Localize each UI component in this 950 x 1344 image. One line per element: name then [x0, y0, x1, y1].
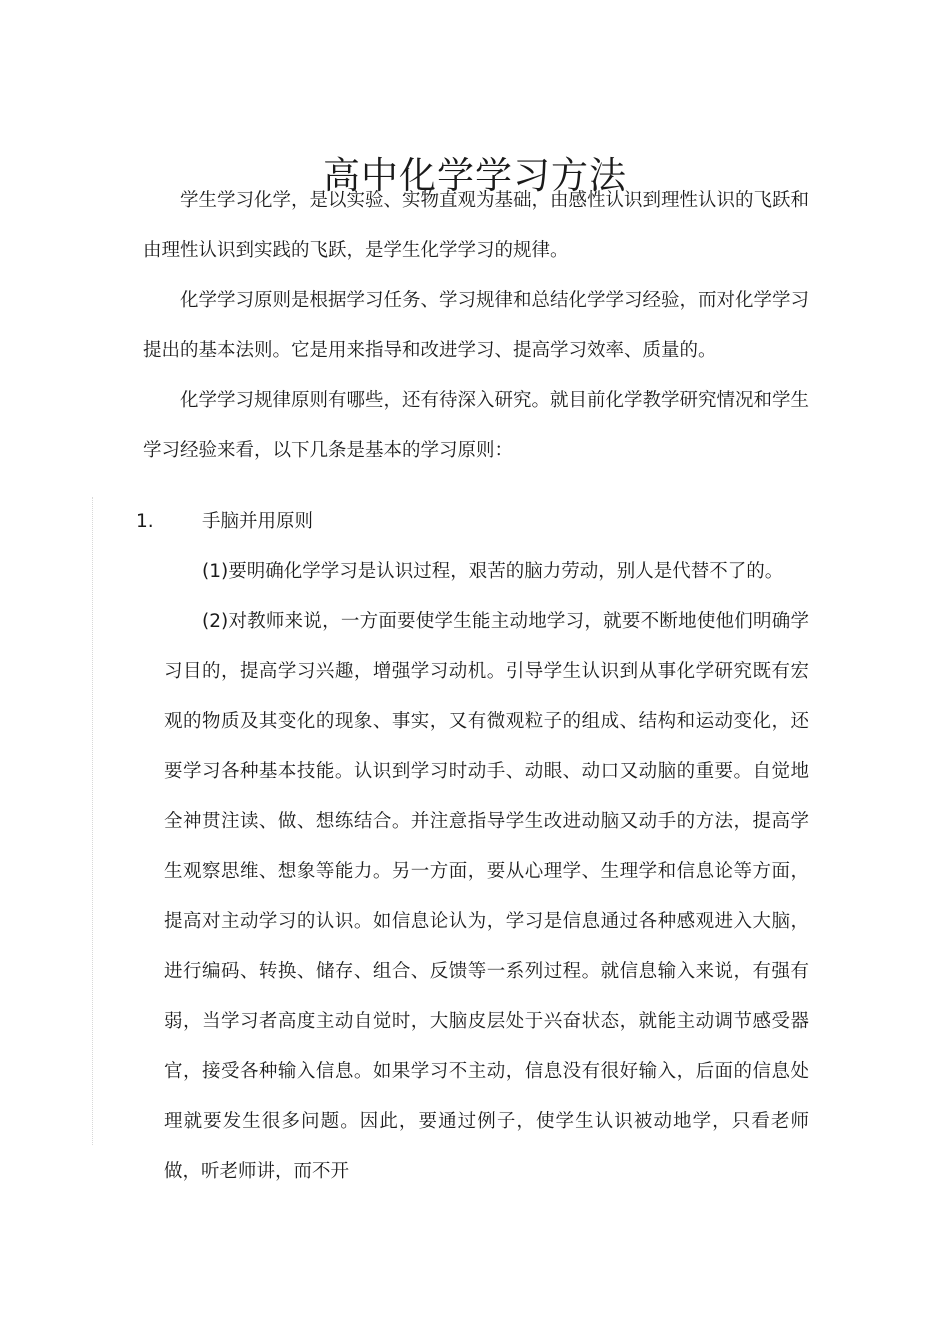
intro-paragraph: 学生学习化学，是以实验、实物直观为基础，由感性认识到理性认识的飞跃和由理性认识到实践的飞跃，是学生化学学习的规律。	[143, 190, 810, 261]
list-number: 1.	[136, 511, 154, 532]
document-title: 高中化学学习方法	[323, 153, 627, 197]
list-item-body	[164, 547, 809, 1197]
list-item-paragraph: (1)要明确化学学习是认识过程，艰苦的脑力劳动，别人是代替不了的。	[202, 561, 784, 582]
list-item-paragraph: (2)对教师来说，一方面要使学生能主动地学习，就要不断地使他们明确学习目的，提高学习兴趣，增强学习动机。引导学生认识到从事化学研究既有宏观的物质及其变化的现象、事实，又有微观粒子的组成、结构和运动变化，还要学习各种基本技能。认识到学习时动手、动眼、动口又动脑的重要。自觉地全神贯注读、做、想练结合。并注意指导学生改进动脑又动手的方法，提高学生观察思维、想象等能力。另一方面，要从心理学、生理学和信息论等方面，提高对主动学习的认识。如信息论认为，学习是信息通过各种感观进入大脑，进行编码、转换、储存、组合、反馈等一系列过程。就信息输入来说，有强有弱，当学习者高度主动自觉时，大脑皮层处于兴奋状态，就能主动调节感受器官，接受各种输入信息。如果学习不主动，信息没有很好输入，后面的信息处理就要发生很多问题。因此，要通过例子，使学生认识被动地学，只看老师做，听老师讲，而不开	[164, 611, 809, 1182]
list-margin-guide	[92, 497, 93, 1145]
intro-paragraph: 化学学习原则是根据学习任务、学习规律和总结化学学习经验，而对化学学习提出的基本法则。它是用来指导和改进学习、提高学习效率、质量的。	[143, 290, 810, 361]
intro-section	[143, 176, 809, 476]
list-heading: 手脑并用原则	[202, 511, 314, 532]
intro-paragraph: 化学学习规律原则有哪些，还有待深入研究。就目前化学教学研究情况和学生学习经验来看，以下几条是基本的学习原则：	[143, 390, 810, 461]
